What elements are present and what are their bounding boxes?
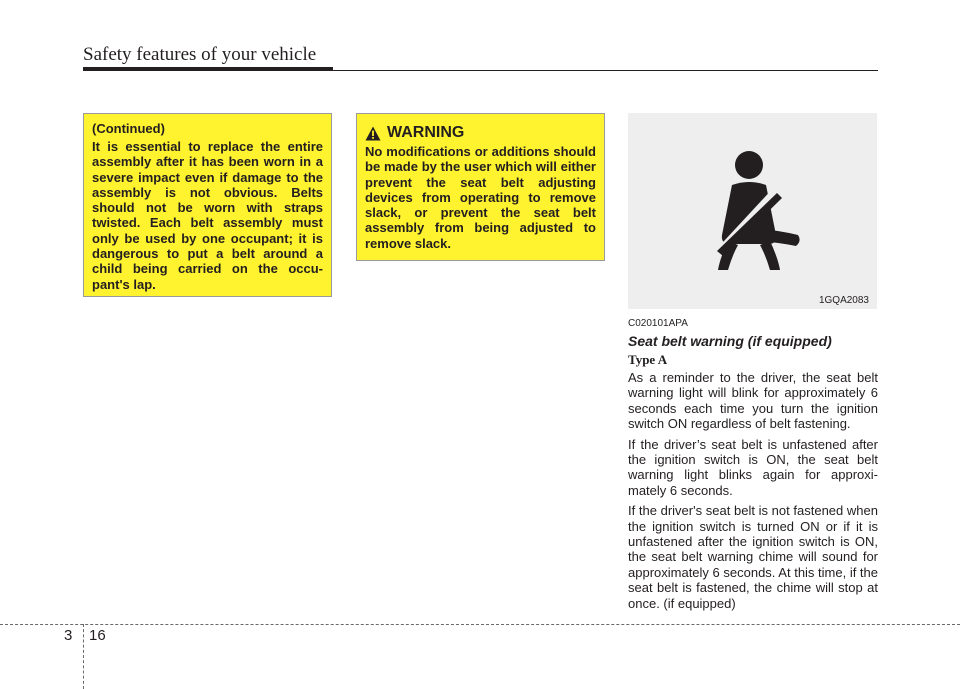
type-label: Type A [628,352,668,367]
continued-heading: (Continued) [92,121,165,136]
paragraph: As a reminder to the driver, the seat belt warning light will blink for approximately 6 seconds each time you turn the ignition switch ON regardless of belt fastening. [628,370,878,432]
seat-belt-warning-section [628,318,878,616]
header-title: Safety features of your vehicle [83,44,317,65]
warning-text: No modifications or additions should be made by the user which will either prevent the seat belt adjusting devices from operating to remove slack, or prevent the seat belt assembly from being adjusted to remove slack. [365,144,596,251]
paragraph: If the driver’s seat belt is unfastened after the ignition switch is ON, the seat belt warning light blinks again for approxi-mately 6 seconds. [628,436,878,498]
continued-text: It is essential to replace the entire assembly after it has been worn in a severe impact even if damage to the assembly is not obvious. Belts should not be worn with straps twisted. Each belt assembly must only be used by one occupant; it is dangerous to put a belt around a child being carried on the occu-pant's lap. [92,139,323,292]
header-rule-thin [333,70,878,71]
warning-title: WARNING [387,124,465,141]
section-code: C020101APA [628,318,688,329]
warning-triangle-icon [365,126,381,141]
header-rule-thick [83,67,333,71]
warning-header [365,124,596,142]
page-number: 16 [89,627,106,644]
seat-belt-warning-icon [628,113,877,309]
footer-rule [0,624,960,625]
illustration-code: 1GQA2083 [818,295,869,306]
section-title: Seat belt warning (if equipped) [628,333,832,349]
paragraph: If the driver's seat belt is not fastened when the ignition switch is turned ON or if it is unfastened after the ignition switch is ON, the seat belt warning chime will sound for approximately 6 seconds. At this time, if the seat belt is fastened, the chime will stop at once. (if equipped) [628,503,879,611]
continued-caution-box [83,113,332,297]
seat-belt-illustration [628,113,877,309]
footer-divider [83,624,84,689]
chapter-number: 3 [64,627,73,644]
warning-box [356,113,605,261]
